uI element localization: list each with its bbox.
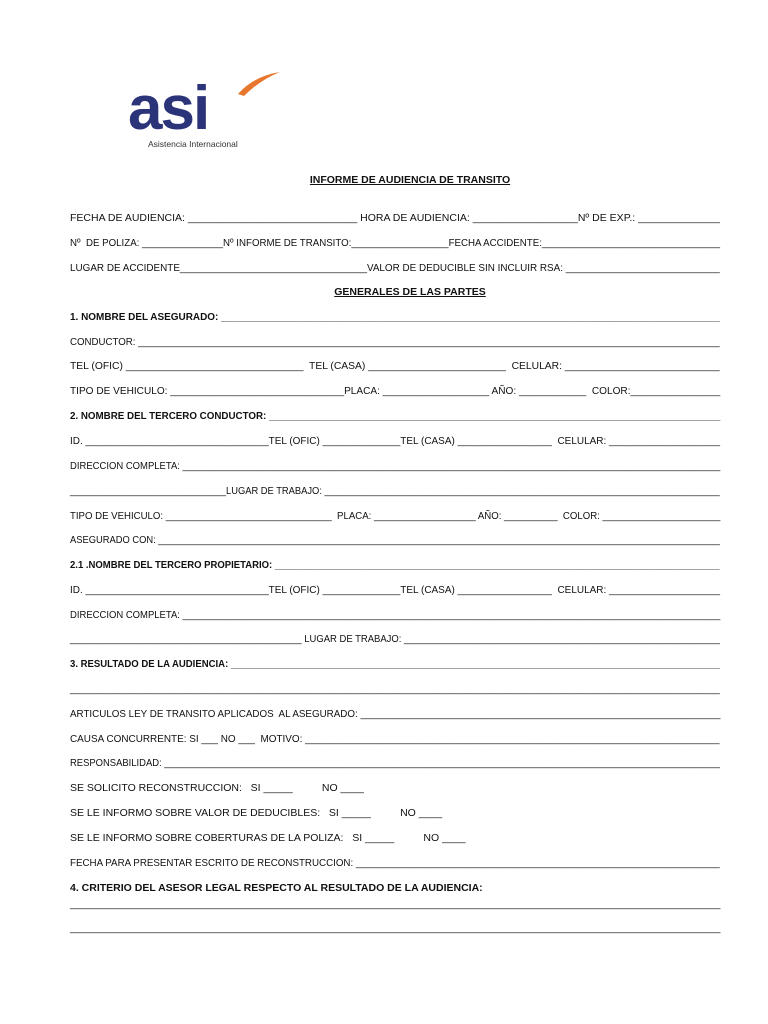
form-line[interactable]: Nº DE POLIZA: _______________Nº INFORME DE TRANSITO:__________________FECHA ACCIDENTE:_________________________________: [70, 237, 721, 249]
form-line[interactable]: 3. RESULTADO DE LA AUDIENCIA: ____________________________________________________________________________________________: [70, 658, 720, 670]
section-header-parties: GENERALES DE LAS PARTES: [334, 286, 486, 298]
form-line[interactable]: FECHA DE AUDIENCIA: _____________________________ HORA DE AUDIENCIA: __________________Nº DE EXP.: ______________: [70, 212, 720, 224]
form-line[interactable]: RESPONSABILIDAD: __________________________________________________________________________________________________________: [70, 757, 721, 769]
form-line[interactable]: ______________________________________________________________________________________________________________________________: [70, 683, 720, 695]
company-logo: [126, 66, 286, 152]
form-line[interactable]: DIRECCION COMPLETA: ______________________________________________________________________________________________________: [70, 609, 721, 621]
form-line[interactable]: ASEGURADO CON: ____________________________________________________________________________________________________________: [70, 534, 720, 546]
form-title: INFORME DE AUDIENCIA DE TRANSITO: [309, 174, 511, 186]
form-line[interactable]: ________________________________________________________________________________________________________________________________: [70, 898, 721, 910]
form-line[interactable]: ID. _________________________________TEL (OFIC) ______________TEL (CASA) _________________ CELULAR: ____________________: [70, 584, 721, 596]
form-line[interactable]: LUGAR DE ACCIDENTE__________________________________VALOR DE DEDUCIBLE SIN INCLUIR RSA: ____________________________: [70, 262, 720, 274]
form-line[interactable]: CAUSA CONCURRENTE: SI ___ NO ___ MOTIVO: ___________________________________________________________________________: [70, 733, 720, 745]
logo-wordmark: asi: [128, 74, 209, 143]
logo-tagline: Asistencia Internacional: [148, 139, 238, 149]
form-line[interactable]: ______________________________LUGAR DE TRABAJO: ____________________________________________________________________________: [70, 485, 720, 497]
form-line[interactable]: ________________________________________________________________________________________________________________________________: [70, 922, 721, 934]
form-line[interactable]: TIPO DE VEHICULO: _______________________________ PLACA: ___________________ AÑO: __________ COLOR: ______________________: [70, 510, 721, 522]
form-line[interactable]: CONDUCTOR: ____________________________________________________________________________________________________________: [70, 336, 720, 348]
form-line[interactable]: SE LE INFORMO SOBRE VALOR DE DEDUCIBLES: SI _____ NO ____: [70, 807, 443, 819]
form-line[interactable]: ID. _________________________________TEL (OFIC) ______________TEL (CASA) _________________ CELULAR: ____________________: [70, 435, 721, 447]
form-line[interactable]: ____________________________________________ LUGAR DE TRABAJO: ____________________________________________________________: [70, 633, 720, 645]
form-line[interactable]: DIRECCION COMPLETA: ______________________________________________________________________________________________________: [70, 460, 721, 472]
form-line[interactable]: ARTICULOS LEY DE TRANSITO APLICADOS AL ASEGURADO: __________________________________________________________________: [70, 708, 721, 720]
form-line[interactable]: 2. NOMBRE DEL TERCERO CONDUCTOR: ___________________________________________________________________________________: [70, 410, 721, 422]
form-line[interactable]: 1. NOMBRE DEL ASEGURADO: __________________________________________________________________________________________: [70, 311, 720, 323]
form-line[interactable]: SE SOLICITO RECONSTRUCCION: SI _____ NO ____: [70, 782, 364, 794]
form-line[interactable]: SE LE INFORMO SOBRE COBERTURAS DE LA POLIZA: SI _____ NO ____: [70, 832, 466, 844]
form-line[interactable]: 4. CRITERIO DEL ASESOR LEGAL RESPECTO AL RESULTADO DE LA AUDIENCIA:: [70, 882, 483, 894]
form-line[interactable]: 2.1 .NOMBRE DEL TERCERO PROPIETARIO: ____________________________________________________________________________________: [70, 559, 720, 571]
form-line[interactable]: TEL (OFIC) _______________________________ TEL (CASA) ________________________ CELULAR: ___________________________: [70, 360, 720, 372]
form-line[interactable]: TIPO DE VEHICULO: _______________________________PLACA: ___________________ AÑO: ____________ COLOR:________________: [70, 385, 721, 397]
form-line[interactable]: FECHA PARA PRESENTAR ESCRITO DE RECONSTRUCCION: ___________________________________________________________________: [70, 857, 720, 869]
